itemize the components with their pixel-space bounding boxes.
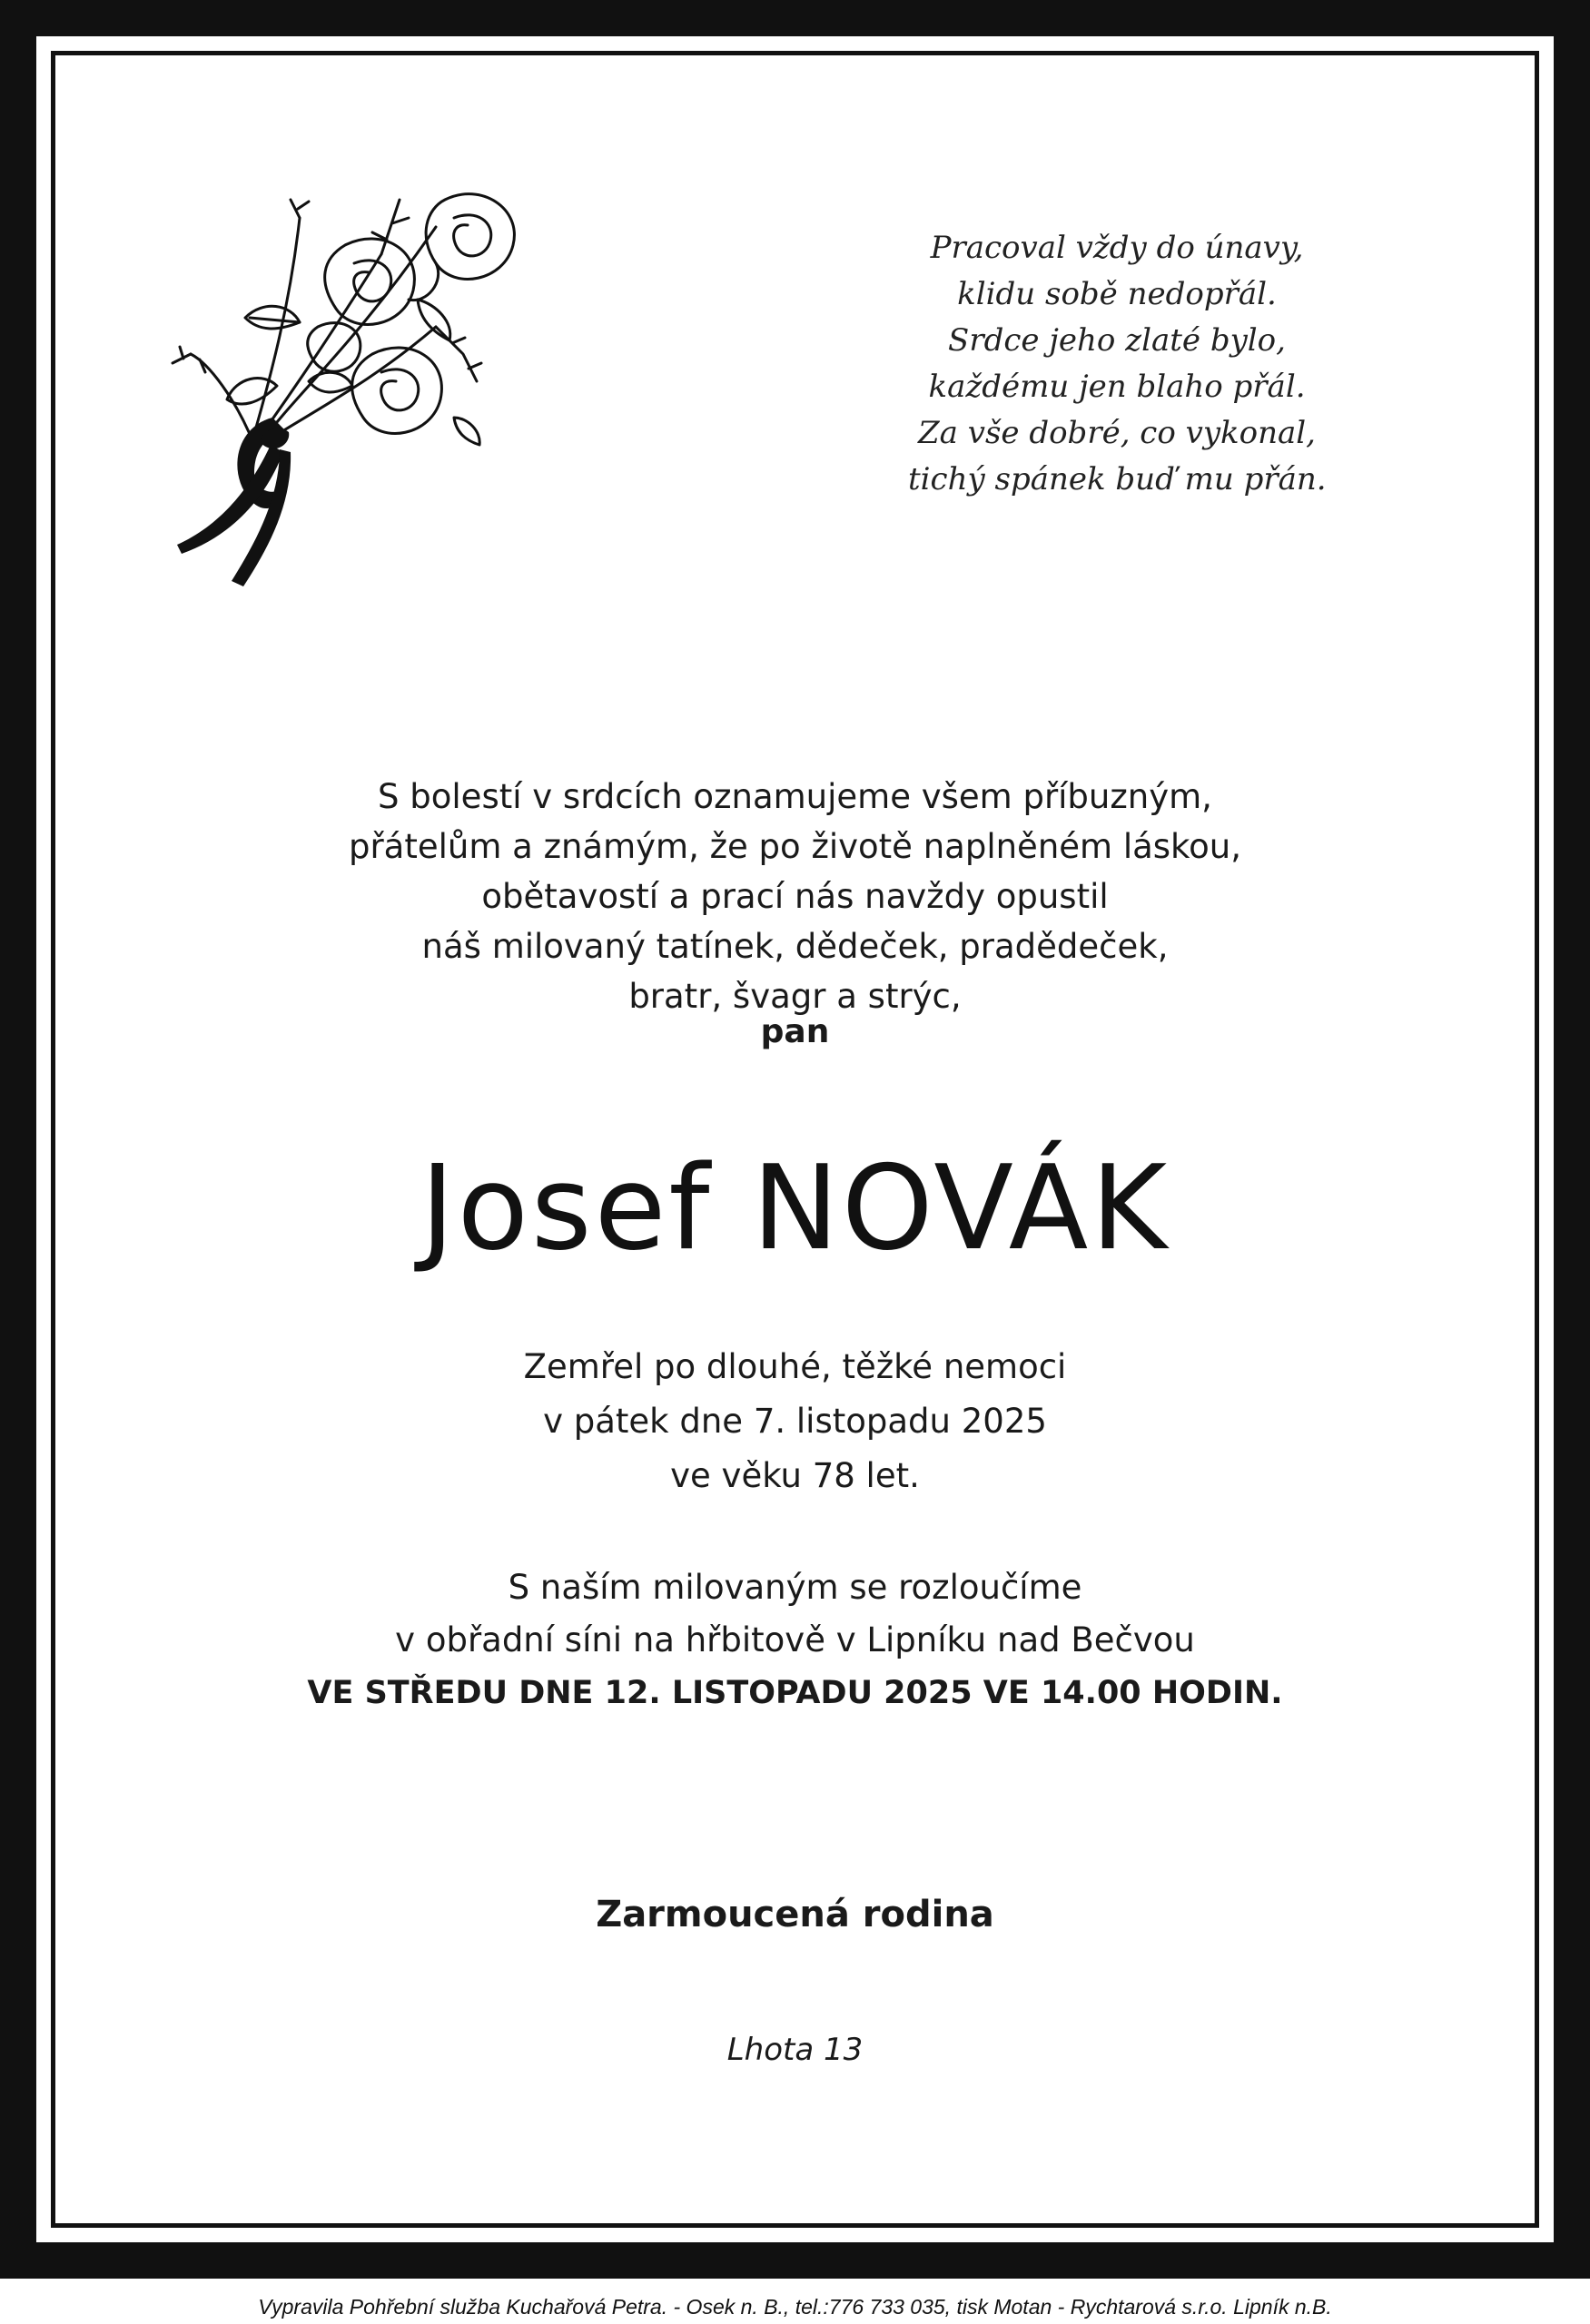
title-word: pan (760, 1013, 830, 1050)
memorial-poem (908, 225, 1326, 503)
family-signature: Zarmoucená rodina (596, 1894, 994, 1935)
footer-credits: Vypravila Pohřební služba Kuchařová Petra. - Osek n. B., tel.:776 733 035, tisk Motan - Rychtarová s.r.o. Lipník n.B. (258, 2295, 1332, 2319)
deceased-name: Josef NOVÁK (420, 1141, 1170, 1276)
poem-line: Za vše dobré, co vykonal, (918, 415, 1316, 451)
announcement-line: náš milovaný tatínek, dědeček, pradědeček, (421, 927, 1169, 966)
death-info (0, 1340, 1590, 1503)
death-info-line: Zemřel po dlouhé, těžké nemoci (523, 1347, 1067, 1386)
poem-line: klidu sobě nedopřál. (957, 276, 1277, 312)
announcement-line: S bolestí v srdcích oznamujeme všem příbuzným, (378, 777, 1212, 816)
poem-line: Pracoval vždy do únavy, (930, 230, 1304, 266)
funeral-date-time: VE STŘEDU DNE 12. LISTOPADU 2025 VE 14.00 HODIN. (307, 1675, 1283, 1711)
poem-line: Srdce jeho zlaté bylo, (948, 322, 1286, 359)
farewell-line: S naším milovaným se rozloučíme (508, 1568, 1082, 1607)
announcement-line: obětavostí a prací nás navždy opustil (481, 877, 1109, 916)
announcement-line: bratr, švagr a strýc, (628, 977, 962, 1016)
farewell-line: v obřadní síni na hřbitově v Lipníku nad Bečvou (395, 1620, 1195, 1659)
poem-line: každému jen blaho přál. (928, 369, 1306, 405)
announcement-line: přátelům a známým, že po životě naplněném láskou, (348, 827, 1242, 866)
death-info-line: v pátek dne 7. listopadu 2025 (543, 1402, 1047, 1441)
address: Lhota 13 (726, 2032, 864, 2068)
announcement-text (0, 772, 1590, 1021)
farewell-info (0, 1561, 1590, 1719)
rose-bouquet-with-ribbon-icon (163, 145, 545, 590)
death-info-line: ve věku 78 let. (670, 1456, 920, 1495)
poem-line: tichý spánek buď mu přán. (908, 461, 1327, 497)
